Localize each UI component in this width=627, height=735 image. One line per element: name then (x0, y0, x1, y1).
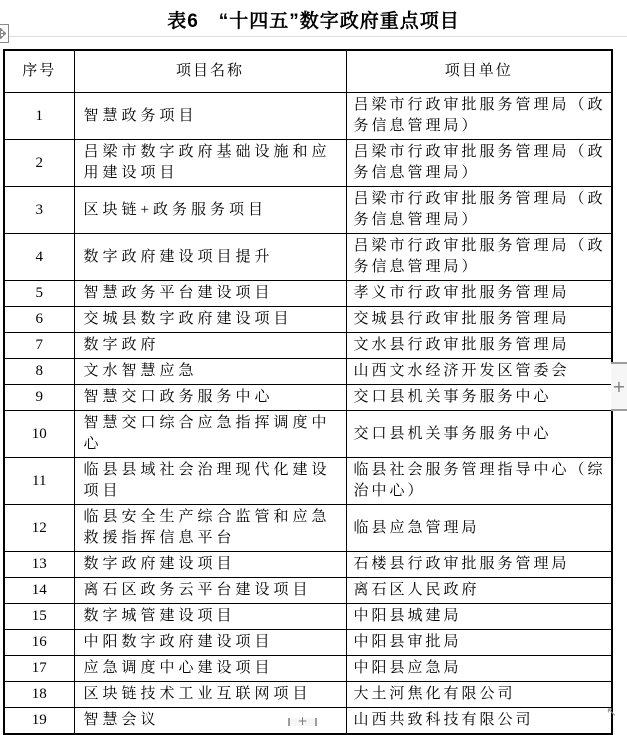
table-row (4, 604, 612, 630)
plus-icon: + (612, 377, 626, 396)
cell-index: 11 (4, 458, 74, 505)
col-header-project-name: 项目名称 (74, 50, 346, 93)
cell-project-unit: 交城县行政审批服务管理局 (346, 307, 612, 333)
cell-project-name: 智慧交口综合应急指挥调度中心 (74, 411, 346, 458)
cell-index: 7 (4, 333, 74, 359)
text-boundary-line (0, 36, 627, 37)
table-row (4, 578, 612, 604)
cell-project-name: 智慧政务平台建设项目 (74, 281, 346, 307)
cell-index: 5 (4, 281, 74, 307)
projects-table (3, 49, 613, 735)
cell-project-name: 交城县数字政府建设项目 (74, 307, 346, 333)
table-row (4, 307, 612, 333)
col-header-index: 序号 (4, 50, 74, 93)
cell-project-unit: 山西文水经济开发区管委会 (346, 359, 612, 385)
cell-project-unit: 交口县机关事务服务中心 (346, 385, 612, 411)
table-row (4, 234, 612, 281)
table-move-handle-icon[interactable] (0, 24, 9, 43)
cell-index: 4 (4, 234, 74, 281)
bottom-scroll-strip[interactable] (288, 714, 317, 728)
cell-project-name: 智慧政务项目 (74, 93, 346, 140)
cell-index: 6 (4, 307, 74, 333)
resize-arrow-icon: ↖ (606, 705, 617, 720)
cell-project-unit: 交口县机关事务服务中心 (346, 411, 612, 458)
cell-project-name: 应急调度中心建设项目 (74, 656, 346, 682)
cell-project-unit: 石楼县行政审批服务管理局 (346, 552, 612, 578)
cell-project-unit: 临县应急管理局 (346, 505, 612, 552)
cell-index: 1 (4, 93, 74, 140)
table-row (4, 411, 612, 458)
cell-project-name: 离石区政务云平台建设项目 (74, 578, 346, 604)
cell-project-unit: 大土河焦化有限公司 (346, 682, 612, 708)
cell-index: 15 (4, 604, 74, 630)
table-row (4, 385, 612, 411)
cell-project-name: 智慧交口政务服务中心 (74, 385, 346, 411)
cell-project-unit: 山西共致科技有限公司 (346, 708, 612, 735)
cell-index: 14 (4, 578, 74, 604)
cell-project-name: 数字政府 (74, 333, 346, 359)
cell-index: 2 (4, 140, 74, 187)
cell-index: 8 (4, 359, 74, 385)
table-row (4, 505, 612, 552)
cell-project-name: 临县安全生产综合监管和应急救援指挥信息平台 (74, 505, 346, 552)
table-header (4, 50, 612, 93)
cell-index: 16 (4, 630, 74, 656)
cell-index: 13 (4, 552, 74, 578)
page-title: 表6 “十四五”数字政府重点项目 (167, 11, 460, 32)
table-body (4, 93, 612, 735)
cell-index: 18 (4, 682, 74, 708)
cell-project-unit: 临县社会服务管理指导中心（综治中心） (346, 458, 612, 505)
cell-project-unit: 中阳县城建局 (346, 604, 612, 630)
table-row (4, 656, 612, 682)
table-row (4, 187, 612, 234)
cell-project-unit: 文水县行政审批服务管理局 (346, 333, 612, 359)
cell-project-unit: 吕梁市行政审批服务管理局（政务信息管理局） (346, 93, 612, 140)
table-row (4, 359, 612, 385)
cell-index: 9 (4, 385, 74, 411)
cell-index: 17 (4, 656, 74, 682)
cell-project-unit: 中阳县应急局 (346, 656, 612, 682)
table-row (4, 458, 612, 505)
cell-project-name: 数字政府建设项目提升 (74, 234, 346, 281)
table-row (4, 333, 612, 359)
table-row (4, 682, 612, 708)
table-row (4, 140, 612, 187)
cell-project-name: 数字城管建设项目 (74, 604, 346, 630)
four-way-arrow-icon (0, 28, 6, 39)
table-row (4, 281, 612, 307)
cell-project-name: 文水智慧应急 (74, 359, 346, 385)
cell-project-name: 智慧会议 (74, 708, 346, 735)
cell-project-unit: 离石区人民政府 (346, 578, 612, 604)
plus-icon: + (297, 714, 308, 728)
cell-project-name: 数字政府建设项目 (74, 552, 346, 578)
cell-index: 19 (4, 708, 74, 735)
cell-project-name: 中阳数字政府建设项目 (74, 630, 346, 656)
cell-index: 10 (4, 411, 74, 458)
cell-project-unit: 吕梁市行政审批服务管理局（政务信息管理局） (346, 234, 612, 281)
col-header-project-unit: 项目单位 (346, 50, 612, 93)
cell-project-unit: 孝义市行政审批服务管理局 (346, 281, 612, 307)
cell-project-name: 吕梁市数字政府基础设施和应用建设项目 (74, 140, 346, 187)
table-row (4, 93, 612, 140)
header-row (4, 50, 612, 93)
cell-project-name: 临县县域社会治理现代化建设项目 (74, 458, 346, 505)
cell-index: 12 (4, 505, 74, 552)
cell-project-name: 区块链技术工业互联网项目 (74, 682, 346, 708)
right-scroll-strip[interactable] (611, 362, 627, 411)
cell-index: 3 (4, 187, 74, 234)
cell-project-unit: 吕梁市行政审批服务管理局（政务信息管理局） (346, 140, 612, 187)
cell-project-unit: 吕梁市行政审批服务管理局（政务信息管理局） (346, 187, 612, 234)
table-row (4, 552, 612, 578)
table-row (4, 630, 612, 656)
cell-project-name: 区块链+政务服务项目 (74, 187, 346, 234)
cell-project-unit: 中阳县审批局 (346, 630, 612, 656)
